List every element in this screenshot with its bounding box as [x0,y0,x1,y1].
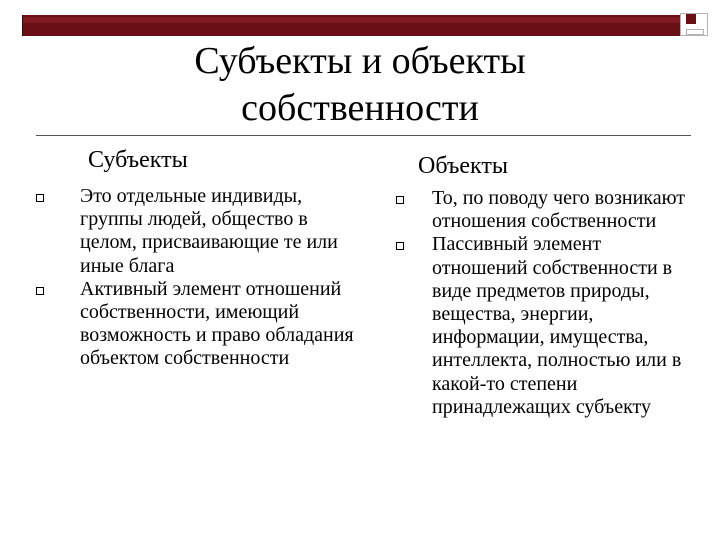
list-item [36,278,356,371]
page-title: Субъекты и объекты собственности [194,40,526,129]
hollow-square-bullet-icon [36,194,44,202]
list-item-text: Пассивный элемент отношений собственности в виде предметов природы, вещества, энергии, информации, имущества, интеллекта, полностью или в какой-то степени принадлежащих субъекту [432,233,682,418]
title-divider [36,135,691,136]
header-bar [22,15,694,36]
list-item-text: Это отдельные индивиды, группы людей, общество в целом, присваивающие те или иные блага [80,185,338,277]
list-item [36,185,356,278]
hollow-square-bullet-icon [36,287,44,295]
subjects-list [36,185,356,371]
list-item [396,187,696,233]
hollow-square-bullet-icon [396,242,404,250]
hollow-square-bullet-icon [396,196,404,204]
objects-heading: Объекты [418,153,508,179]
objects-list [396,187,696,419]
corner-ornament [680,13,708,36]
list-item [396,233,696,419]
subjects-heading: Субъекты [88,147,188,173]
list-item-text: То, по поводу чего возникают отношения собственности [432,187,685,233]
list-item-text: Активный элемент отношений собственности, имеющий возможность и право обладания объектом собственности [80,277,354,370]
